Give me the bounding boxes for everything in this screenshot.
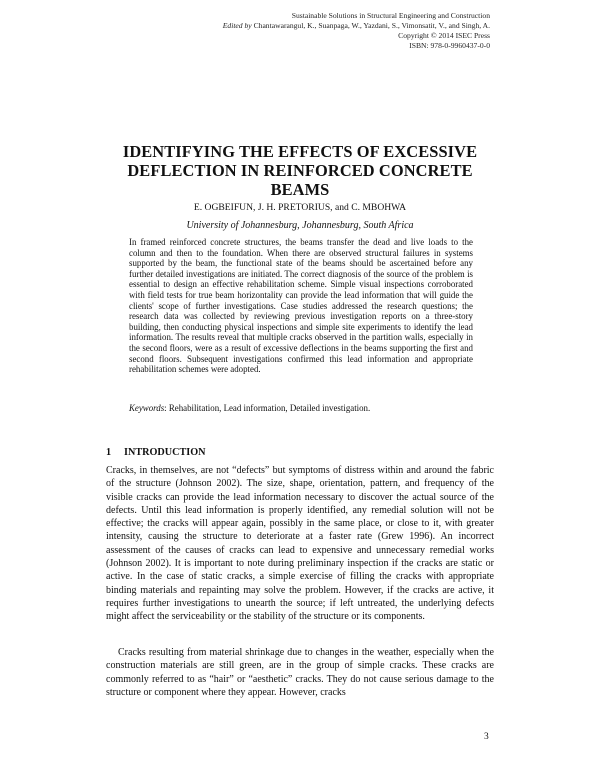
- editors: Chantawarangul, K., Suanpaga, W., Yazdani, S., Vimonsatit, V., and Singh, A.: [253, 21, 490, 30]
- keywords-text: : Rehabilitation, Lead information, Detailed investigation.: [164, 403, 371, 413]
- edited-by-label: Edited by: [222, 21, 252, 30]
- abstract: In framed reinforced concrete structures, the beams transfer the dead and live loads to the column and then to the foundation. When there are observed structural failures in systems supported by the beam, the functional state of the beams should be ascertained before any further detailed investigations are initiated. The correct diagnosis of the source of the problem is essential to design an effective rehabilitation scheme. Simple visual inspections corroborated with field tests for true beam horizontality can provide the lead information that will guide the clients' scope of further investigations. Case studies addressed the research questions; the research data was collected by reviewing previous investigation reports on a three-story building, then conducting physical inspections and simple site experiments to identify the lead information. The results reveal that multiple cracks observed in the partition walls, especially in the second floors, were as a result of excessive deflections in the beams supporting the first and second floors. Subsequent investigations confirmed this lead information and appropriate rehabilitation schemes were adopted.: [129, 237, 473, 375]
- paper-title: IDENTIFYING THE EFFECTS OF EXCESSIVE DEFLECTION IN REINFORCED CONCRETE BEAMS: [122, 142, 478, 199]
- keywords: [129, 403, 473, 414]
- keywords-label: Keywords: [129, 403, 165, 413]
- running-header: [223, 11, 490, 51]
- paper-authors: E. OGBEIFUN, J. H. PRETORIUS, and C. MBOHWA: [193, 202, 407, 213]
- paper-affiliation: University of Johannesburg, Johannesburg, South Africa: [186, 220, 414, 231]
- page-number: 3: [484, 732, 489, 742]
- copyright: Copyright © 2014 ISEC Press: [398, 31, 490, 40]
- section-number: 1: [106, 447, 112, 458]
- series-title: Sustainable Solutions in Structural Engineering and Construction: [291, 11, 490, 20]
- intro-paragraph-2: Cracks resulting from material shrinkage due to changes in the weather, especially when the construction materials are still green, are in the group of simple cracks. These cracks are commonly referred to as “hair” or “aesthetic” cracks. They do not cause serious damage to the structure or component where they appear. However, cracks: [106, 647, 494, 698]
- section-title: INTRODUCTION: [124, 447, 206, 458]
- editors-line: [223, 21, 490, 31]
- intro-paragraph-1: Cracks, in themselves, are not “defects” but symptoms of distress within and around the fabric of the structure (Johnson 2002). The size, shape, orientation, pattern, and frequency of the visible cracks can provide the lead information necessary to discover the actual source of the defects. Until this lead information is properly identified, any remedial solution will not be effective; the cracks will appear again, possibly in the same place, or close to it, with greater intensity, causing the structure to deteriorate at a faster rate (Grew 1996). An incorrect assessment of the causes of cracks can lead to expensive and unnecessary remedial works (Johnson 2002). It is important to note during preliminary inspection if the cracks are static or active. In the case of static cracks, a simple exercise of filling the cracks with appropriate binding materials and repainting may solve the problem. However, if the cracks are active, it requires further investigations to unearth the source; if left untreated, the underlying defects might affect the serviceability or the stability of the structure or its components.: [106, 465, 494, 623]
- isbn: ISBN: 978-0-9960437-0-0: [409, 41, 490, 50]
- section-heading: [106, 447, 206, 459]
